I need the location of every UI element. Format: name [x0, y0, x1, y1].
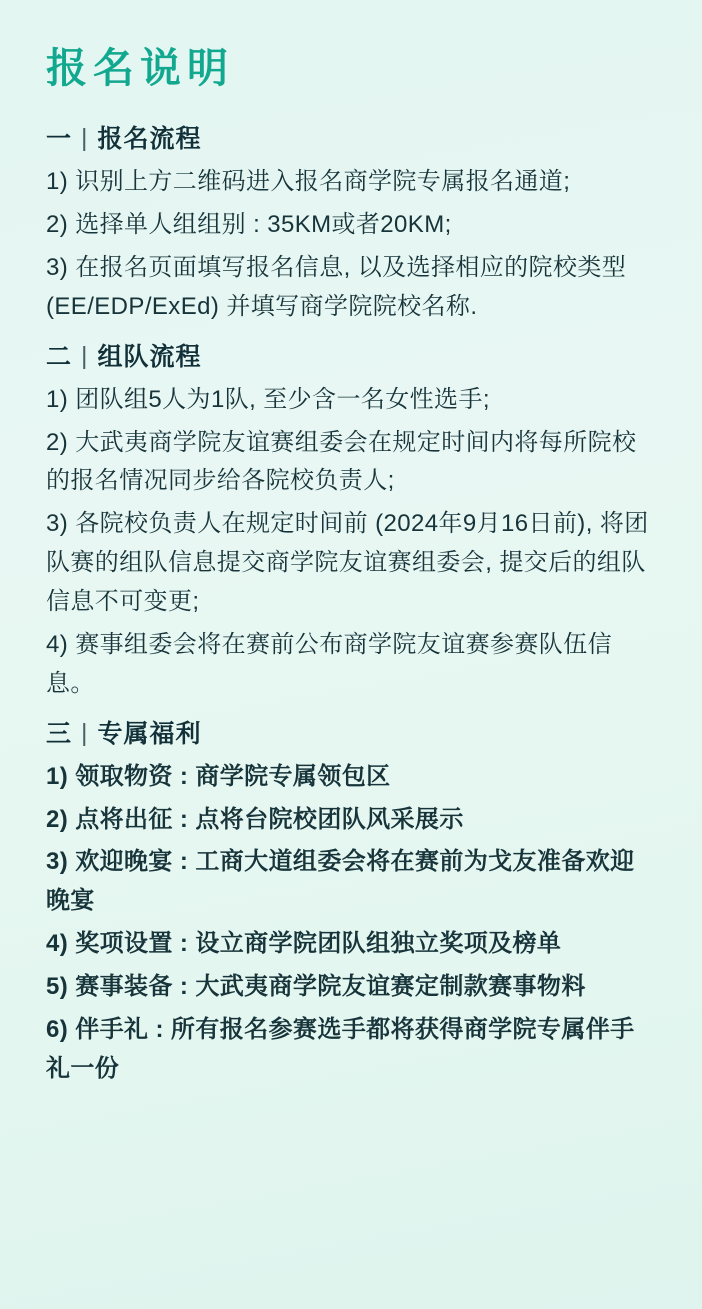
section-heading: [46, 714, 656, 750]
section-number: 三: [46, 719, 73, 748]
list-item: 4) 赛事组委会将在赛前公布商学院友谊赛参赛队伍信息。: [46, 630, 613, 697]
section-separator: |: [81, 341, 89, 370]
list-item: 3) 欢迎晚宴 : 工商大道组委会将在赛前为戈友准备欢迎晚宴: [46, 848, 635, 915]
list-item: 3) 各院校负责人在规定时间前 (2024年9月16日前), 将团队赛的组队信息提交商学院友谊赛组委会, 提交后的组队信息不可变更;: [46, 510, 649, 616]
section-registration-process: [46, 119, 656, 327]
section-title: 报名流程: [97, 125, 202, 154]
section-separator: |: [81, 124, 89, 153]
list-item: 5) 赛事装备 : 大武夷商学院友谊赛定制款赛事物料: [46, 973, 586, 1001]
list-item: 1) 识别上方二维码进入报名商学院专属报名通道;: [46, 168, 571, 196]
list-item: 2) 点将出征 : 点将台院校团队风采展示: [46, 805, 464, 833]
list-item: 6) 伴手礼 : 所有报名参赛选手都将获得商学院专属伴手礼一份: [46, 1015, 635, 1082]
list-item: 2) 大武夷商学院友谊赛组委会在规定时间内将每所院校的报名情况同步给各院校负责人;: [46, 428, 637, 495]
section-exclusive-benefits: [46, 714, 656, 1089]
list-item: 1) 领取物资 : 商学院专属领包区: [46, 762, 391, 790]
list-item: 3) 在报名页面填写报名信息, 以及选择相应的院校类型 (EE/EDP/ExEd) 并填写商学院院校名称.: [46, 253, 627, 320]
section-title: 组队流程: [97, 342, 202, 371]
section-separator: |: [81, 718, 89, 747]
list-item: 2) 选择单人组组别 : 35KM或者20KM;: [46, 211, 452, 239]
page-title: 报名说明: [46, 45, 234, 91]
section-heading: [46, 337, 656, 373]
section-number: 一: [46, 125, 73, 154]
section-title: 专属福利: [97, 719, 202, 748]
list-item: 4) 奖项设置 : 设立商学院团队组独立奖项及榜单: [46, 930, 562, 958]
section-number: 二: [46, 342, 73, 371]
section-team-process: [46, 337, 656, 704]
list-item: 1) 团队组5人为1队, 至少含一名女性选手;: [46, 385, 490, 413]
section-heading: [46, 119, 656, 155]
